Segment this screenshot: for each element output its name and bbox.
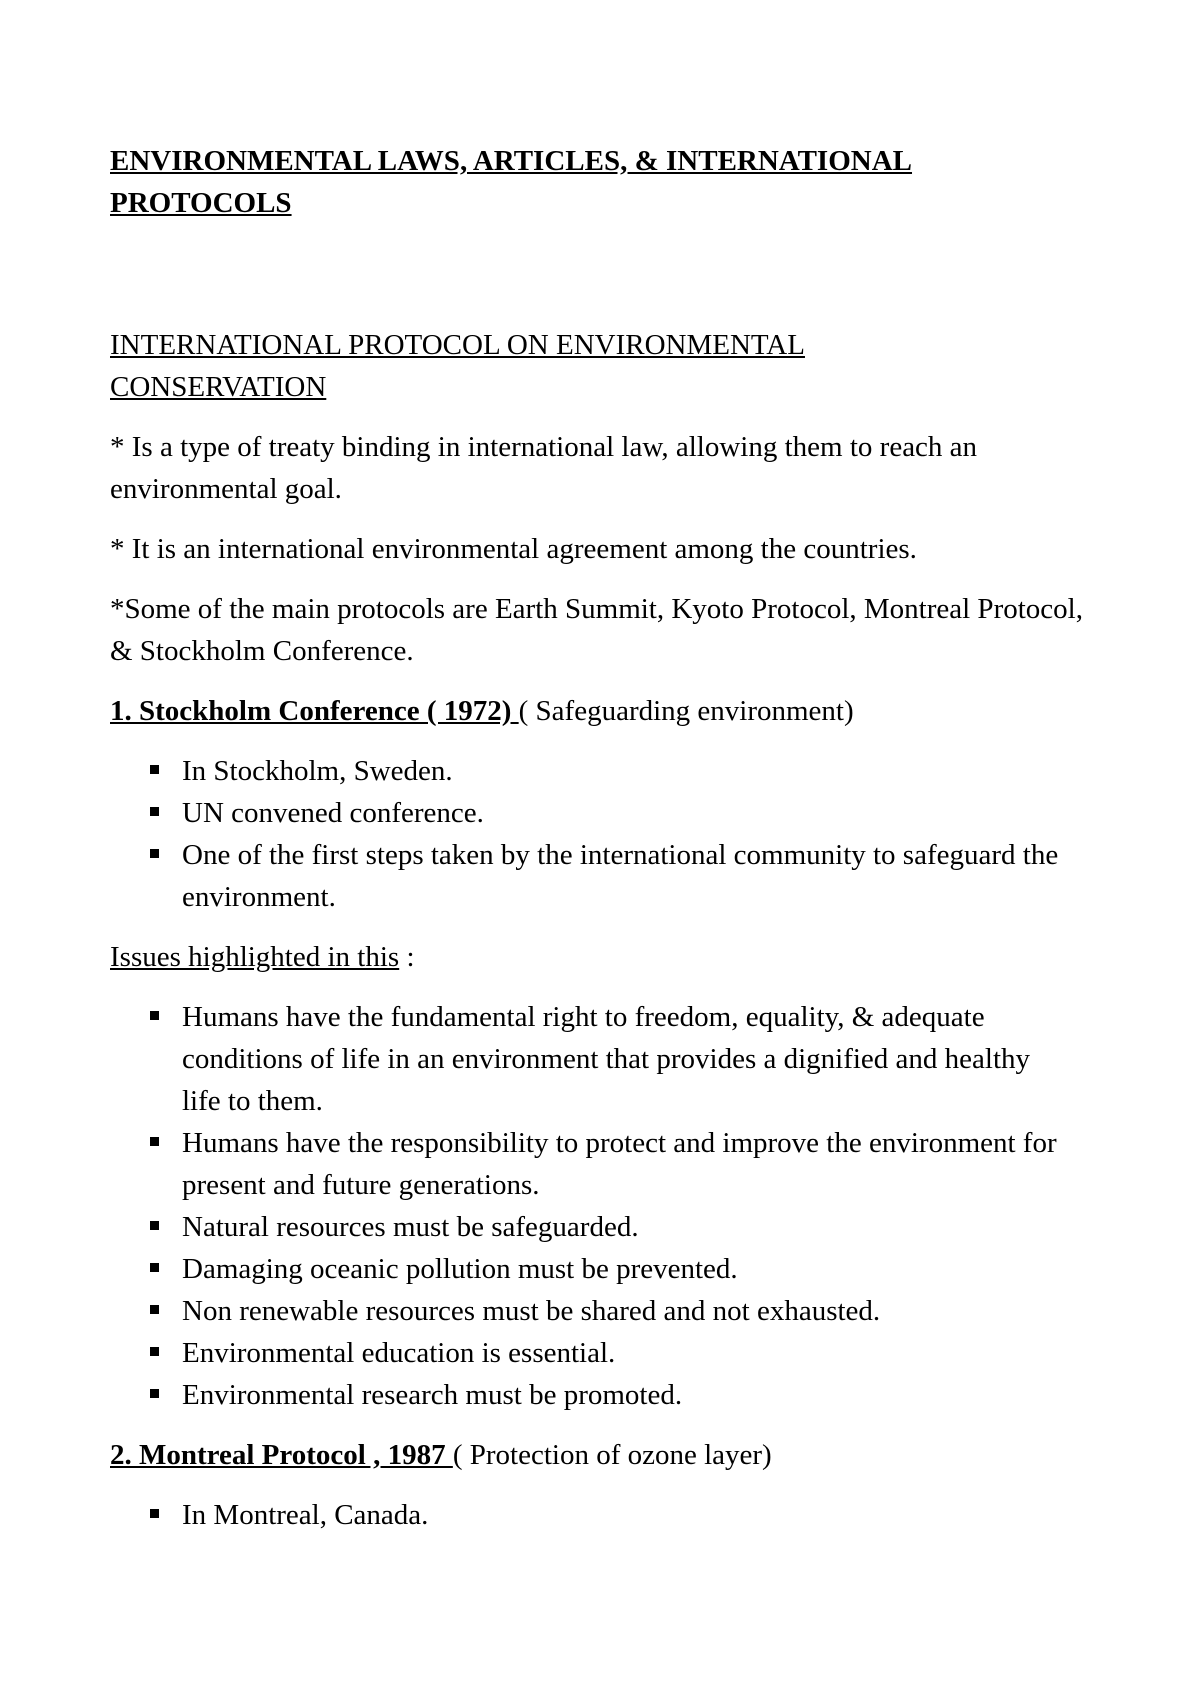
issues-label xyxy=(110,936,1110,978)
stockholm-heading-subtitle: ( Safeguarding environment) xyxy=(518,695,854,727)
square-bullet-icon xyxy=(150,1137,159,1146)
issues-label-suffix: : xyxy=(399,941,415,973)
stockholm-heading-title: 1. Stockholm Conference ( 1972) xyxy=(110,695,519,727)
list-item-text: Humans have the responsibility to protect and improve the environment for present and future generations. xyxy=(182,1127,1057,1201)
list-item-text: Environmental research must be promoted. xyxy=(182,1379,683,1411)
montreal-heading-title: 2. Montreal Protocol , 1987 xyxy=(110,1439,453,1471)
list-item xyxy=(110,1332,1072,1374)
montreal-heading xyxy=(110,1434,1110,1476)
list-item xyxy=(110,1122,1072,1206)
issues-label-text: Issues highlighted in this xyxy=(110,941,400,973)
list-item-text: Natural resources must be safeguarded. xyxy=(182,1211,639,1243)
section-subtitle: INTERNATIONAL PROTOCOL ON ENVIRONMENTAL CONSERVATION xyxy=(110,329,805,403)
stockholm-heading xyxy=(110,690,1110,732)
list-item-text: One of the first steps taken by the international community to safeguard the environment. xyxy=(182,839,1059,913)
list-item-text: Non renewable resources must be shared and not exhausted. xyxy=(182,1295,881,1327)
montreal-bullet-list xyxy=(110,1494,1110,1536)
list-item xyxy=(110,750,1072,792)
square-bullet-icon xyxy=(150,849,159,858)
list-item xyxy=(110,1248,1072,1290)
intro-point: * It is an international environmental agreement among the countries. xyxy=(110,533,917,565)
list-item-text: Environmental education is essential. xyxy=(182,1337,616,1369)
square-bullet-icon xyxy=(150,1221,159,1230)
document-title: ENVIRONMENTAL LAWS, ARTICLES, & INTERNATIONAL PROTOCOLS xyxy=(110,145,913,219)
square-bullet-icon xyxy=(150,1305,159,1314)
square-bullet-icon xyxy=(150,1347,159,1356)
list-item-text: In Stockholm, Sweden. xyxy=(182,755,453,787)
list-item xyxy=(110,1206,1072,1248)
square-bullet-icon xyxy=(150,765,159,774)
list-item xyxy=(110,834,1072,918)
square-bullet-icon xyxy=(150,1263,159,1272)
square-bullet-icon xyxy=(150,1389,159,1398)
list-item xyxy=(110,1494,1072,1536)
list-item-text: UN convened conference. xyxy=(182,797,484,829)
montreal-heading-subtitle: ( Protection of ozone layer) xyxy=(452,1439,772,1471)
intro-point: *Some of the main protocols are Earth Summit, Kyoto Protocol, Montreal Protocol, & Stockholm Conference. xyxy=(110,593,1083,667)
document-page xyxy=(110,140,1110,1536)
list-item-text: In Montreal, Canada. xyxy=(182,1499,429,1531)
square-bullet-icon xyxy=(150,807,159,816)
intro-point: * Is a type of treaty binding in international law, allowing them to reach an environmental goal. xyxy=(110,431,978,505)
stockholm-bullet-list xyxy=(110,750,1110,918)
square-bullet-icon xyxy=(150,1509,159,1518)
square-bullet-icon xyxy=(150,1011,159,1020)
list-item xyxy=(110,1290,1072,1332)
list-item xyxy=(110,996,1072,1122)
list-item-text: Damaging oceanic pollution must be prevented. xyxy=(182,1253,738,1285)
list-item-text: Humans have the fundamental right to freedom, equality, & adequate conditions of life in an environment that provides a dignified and healthy life to them. xyxy=(182,1001,1031,1117)
list-item xyxy=(110,1374,1072,1416)
list-item xyxy=(110,792,1072,834)
issues-bullet-list xyxy=(110,996,1110,1416)
